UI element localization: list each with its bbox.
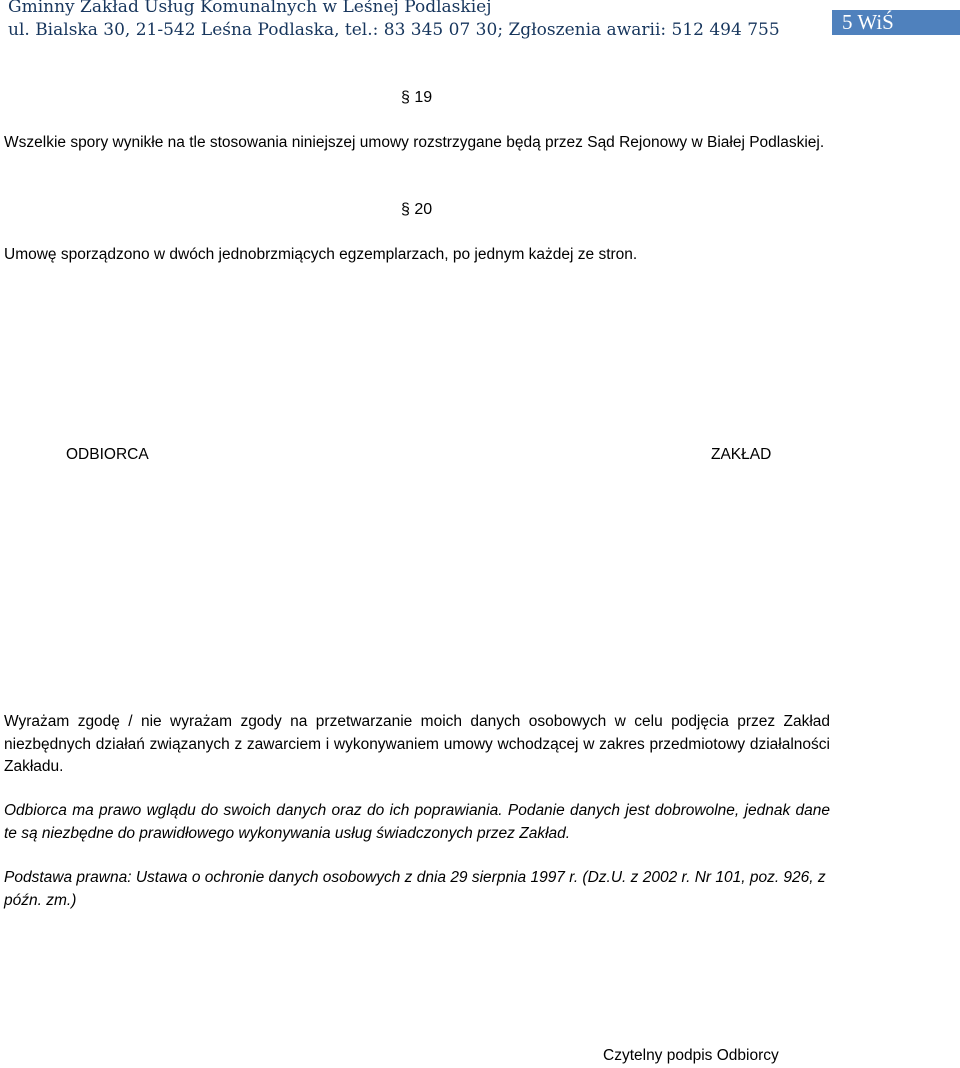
section-20-number: § 20 <box>401 201 433 218</box>
signature-label: Czytelny podpis Odbiorcy <box>603 1047 779 1064</box>
legal-basis-note: Podstawa prawna: Ustawa o ochronie danych osobowych z dnia 29 sierpnia 1997 r. (Dz.U. z 2002 r. Nr 101, poz. 926, z późn. zm.) <box>4 869 826 909</box>
section-19-text: Wszelkie spory wynikłe na tle stosowania niniejszej umowy rozstrzygane będą przez Sąd Rejonowy w Białej Podlaskiej. <box>4 134 825 151</box>
data-rights-note: Odbiorca ma prawo wglądu do swoich danych oraz do ich poprawiania. Podanie danych jest dobrowolne, jednak dane te są niezbędne do prawidłowego wykonywania usług świadczonych przez Zakład. <box>4 802 830 842</box>
section-20-text: Umowę sporządzono w dwóch jednobrzmiących egzemplarzach, po jednym każdej ze stron. <box>4 246 638 263</box>
header-address: ul. Bialska 30, 21-542 Leśna Podlaska, tel.: 83 345 07 30; Zgłoszenia awarii: 512 494 755 <box>8 20 780 40</box>
header-org-name: Gminny Zakład Usług Komunalnych w Leśnej Podlaskiej <box>8 0 492 17</box>
section-19-number: § 19 <box>401 89 433 106</box>
party-zaklad-label: ZAKŁAD <box>711 446 772 463</box>
document-code-badge: 5 WiŚ <box>832 10 960 35</box>
party-odbiorca-label: ODBIORCA <box>66 446 149 463</box>
consent-statement: Wyrażam zgodę / nie wyrażam zgody na przetwarzanie moich danych osobowych w celu podjęcia przez Zakład niezbędnych działań związanych z zawarciem i wykonywaniem umowy wchodzącej w zakres przedmiotowy działalności Zakładu. <box>4 713 830 775</box>
